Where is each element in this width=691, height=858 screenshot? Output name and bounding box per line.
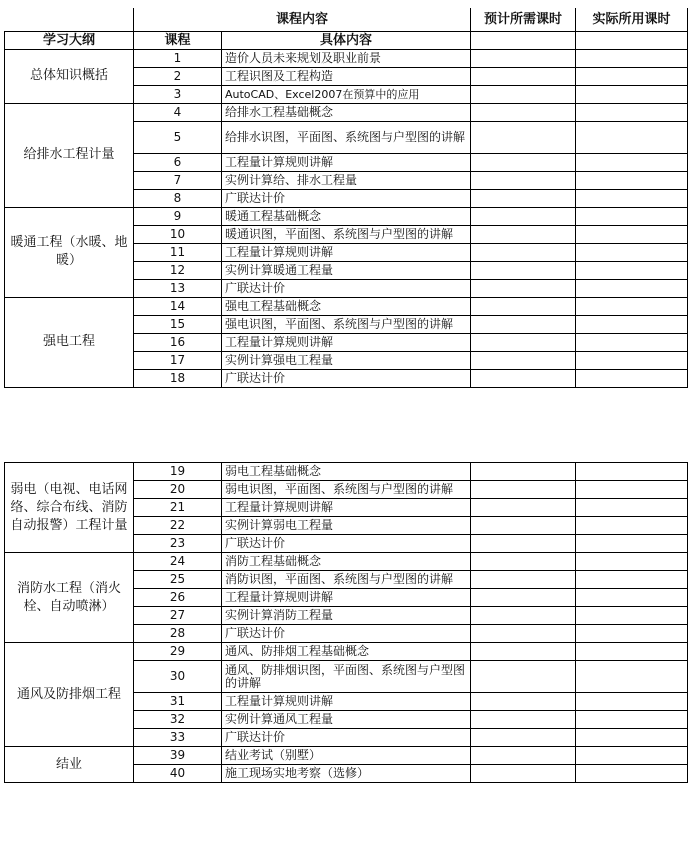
course-number-cell: 22 xyxy=(134,517,222,535)
actual-hours-cell xyxy=(576,279,688,297)
estimated-hours-cell xyxy=(471,243,576,261)
table-row xyxy=(5,297,688,315)
course-number-cell: 33 xyxy=(134,729,222,747)
detail-cell: 工程量计算规则讲解 xyxy=(222,243,471,261)
actual-hours-cell xyxy=(576,103,688,121)
actual-hours-cell xyxy=(576,765,688,783)
actual-hours-cell xyxy=(576,67,688,85)
table-row xyxy=(5,49,688,67)
detail-cell: 实例计算弱电工程量 xyxy=(222,517,471,535)
course-number-cell: 24 xyxy=(134,553,222,571)
estimated-hours-cell xyxy=(471,517,576,535)
estimated-hours-cell xyxy=(471,625,576,643)
course-number-cell: 20 xyxy=(134,481,222,499)
course-number-cell: 8 xyxy=(134,189,222,207)
estimated-hours-cell xyxy=(471,207,576,225)
estimated-hours-cell xyxy=(471,693,576,711)
course-number-cell: 15 xyxy=(134,315,222,333)
estimated-hours-cell xyxy=(471,765,576,783)
estimated-hours-cell xyxy=(471,729,576,747)
blank-corner-cell xyxy=(5,8,134,31)
detail-cell: 给排水工程基础概念 xyxy=(222,103,471,121)
detail-cell: 实例计算给、排水工程量 xyxy=(222,171,471,189)
detail-cell: 暖通工程基础概念 xyxy=(222,207,471,225)
detail-cell: 弱电工程基础概念 xyxy=(222,463,471,481)
outline-cell: 消防水工程（消火栓、自动喷淋） xyxy=(5,553,134,643)
detail-cell: 工程量计算规则讲解 xyxy=(222,153,471,171)
actual-hours-cell xyxy=(576,297,688,315)
actual-hours-cell xyxy=(576,121,688,153)
course-number-cell: 9 xyxy=(134,207,222,225)
estimated-hours-cell xyxy=(471,261,576,279)
detail-cell: 实例计算通风工程量 xyxy=(222,711,471,729)
outline-cell: 暖通工程（水暖、地暖） xyxy=(5,207,134,297)
actual-hours-cell xyxy=(576,693,688,711)
course-number-cell: 32 xyxy=(134,711,222,729)
outline-cell: 通风及防排烟工程 xyxy=(5,643,134,747)
outline-cell: 强电工程 xyxy=(5,297,134,387)
actual-hours-cell xyxy=(576,225,688,243)
course-number-cell: 11 xyxy=(134,243,222,261)
actual-hours-cell xyxy=(576,643,688,661)
detail-cell: 消防识图，平面图、系统图与户型图的讲解 xyxy=(222,571,471,589)
actual-hours-cell xyxy=(576,333,688,351)
detail-cell: 通风、防排烟工程基础概念 xyxy=(222,643,471,661)
estimated-hours-cell xyxy=(471,711,576,729)
detail-cell: 工程量计算规则讲解 xyxy=(222,333,471,351)
actual-hours-cell xyxy=(576,31,688,49)
actual-hours-cell xyxy=(576,351,688,369)
estimated-hours-cell xyxy=(471,171,576,189)
estimated-hours-cell xyxy=(471,121,576,153)
course-number-header: 课程 xyxy=(134,31,222,49)
actual-hours-cell xyxy=(576,189,688,207)
actual-hours-cell xyxy=(576,481,688,499)
estimated-hours-cell xyxy=(471,589,576,607)
course-number-cell: 29 xyxy=(134,643,222,661)
detail-cell: 暖通识图，平面图、系统图与户型图的讲解 xyxy=(222,225,471,243)
course-number-cell: 18 xyxy=(134,369,222,387)
course-number-cell: 23 xyxy=(134,535,222,553)
actual-hours-cell xyxy=(576,463,688,481)
estimated-hours-cell xyxy=(471,643,576,661)
estimated-hours-cell xyxy=(471,49,576,67)
table-row xyxy=(5,643,688,661)
estimated-hours-cell xyxy=(471,31,576,49)
actual-hours-cell xyxy=(576,517,688,535)
detail-cell: 结业考试（别墅） xyxy=(222,747,471,765)
course-number-cell: 16 xyxy=(134,333,222,351)
actual-hours-cell xyxy=(576,171,688,189)
detail-cell: 实例计算消防工程量 xyxy=(222,607,471,625)
course-number-cell: 27 xyxy=(134,607,222,625)
estimated-hours-cell xyxy=(471,747,576,765)
estimated-hours-cell xyxy=(471,103,576,121)
actual-hours-cell xyxy=(576,571,688,589)
course-number-cell: 2 xyxy=(134,67,222,85)
curriculum-table-part-2 xyxy=(4,462,688,783)
actual-hours-cell xyxy=(576,661,688,693)
course-number-cell: 25 xyxy=(134,571,222,589)
detail-cell: 消防工程基础概念 xyxy=(222,553,471,571)
outline-header: 学习大纲 xyxy=(5,31,134,49)
estimated-hours-cell xyxy=(471,535,576,553)
course-number-cell: 3 xyxy=(134,85,222,103)
course-number-cell: 10 xyxy=(134,225,222,243)
actual-hours-cell xyxy=(576,85,688,103)
actual-hours-cell xyxy=(576,153,688,171)
course-number-cell: 6 xyxy=(134,153,222,171)
actual-hours-cell xyxy=(576,243,688,261)
actual-hours-cell xyxy=(576,207,688,225)
course-number-cell: 31 xyxy=(134,693,222,711)
detail-cell: 工程量计算规则讲解 xyxy=(222,589,471,607)
detail-cell: 广联达计价 xyxy=(222,535,471,553)
estimated-hours-header: 预计所需课时 xyxy=(471,8,576,31)
course-number-cell: 30 xyxy=(134,661,222,693)
estimated-hours-cell xyxy=(471,315,576,333)
course-number-cell: 12 xyxy=(134,261,222,279)
actual-hours-cell xyxy=(576,535,688,553)
detail-cell: 实例计算强电工程量 xyxy=(222,351,471,369)
course-number-cell: 39 xyxy=(134,747,222,765)
detail-cell: 实例计算暖通工程量 xyxy=(222,261,471,279)
course-number-cell: 21 xyxy=(134,499,222,517)
table-row xyxy=(5,207,688,225)
estimated-hours-cell xyxy=(471,553,576,571)
curriculum-table-part-1 xyxy=(4,8,688,388)
actual-hours-cell xyxy=(576,607,688,625)
actual-hours-cell xyxy=(576,261,688,279)
course-number-cell: 7 xyxy=(134,171,222,189)
estimated-hours-cell xyxy=(471,85,576,103)
course-number-cell: 14 xyxy=(134,297,222,315)
detail-cell: AutoCAD、Excel2007在预算中的应用 xyxy=(222,85,471,103)
course-number-cell: 40 xyxy=(134,765,222,783)
course-content-header: 课程内容 xyxy=(134,8,471,31)
estimated-hours-cell xyxy=(471,189,576,207)
course-number-cell: 26 xyxy=(134,589,222,607)
actual-hours-cell xyxy=(576,553,688,571)
outline-cell: 给排水工程计量 xyxy=(5,103,134,207)
detail-cell: 广联达计价 xyxy=(222,369,471,387)
course-number-cell: 19 xyxy=(134,463,222,481)
estimated-hours-cell xyxy=(471,481,576,499)
outline-cell: 弱电（电视、电话网络、综合布线、消防自动报警）工程计量 xyxy=(5,463,134,553)
detail-cell: 广联达计价 xyxy=(222,189,471,207)
detail-cell: 广联达计价 xyxy=(222,279,471,297)
detail-cell: 广联达计价 xyxy=(222,729,471,747)
table-row xyxy=(5,553,688,571)
estimated-hours-cell xyxy=(471,279,576,297)
actual-hours-cell xyxy=(576,589,688,607)
estimated-hours-cell xyxy=(471,351,576,369)
outline-cell: 总体知识概括 xyxy=(5,49,134,103)
table-row xyxy=(5,103,688,121)
detail-cell: 强电工程基础概念 xyxy=(222,297,471,315)
course-number-cell: 4 xyxy=(134,103,222,121)
actual-hours-cell xyxy=(576,747,688,765)
estimated-hours-cell xyxy=(471,297,576,315)
detail-cell: 工程识图及工程构造 xyxy=(222,67,471,85)
estimated-hours-cell xyxy=(471,463,576,481)
detail-cell: 工程量计算规则讲解 xyxy=(222,693,471,711)
detail-cell: 广联达计价 xyxy=(222,625,471,643)
estimated-hours-cell xyxy=(471,607,576,625)
detail-cell: 通风、防排烟识图，平面图、系统图与户型图的讲解 xyxy=(222,661,471,693)
estimated-hours-cell xyxy=(471,67,576,85)
detail-cell: 工程量计算规则讲解 xyxy=(222,499,471,517)
estimated-hours-cell xyxy=(471,369,576,387)
actual-hours-cell xyxy=(576,315,688,333)
table-row xyxy=(5,463,688,481)
detail-header: 具体内容 xyxy=(222,31,471,49)
actual-hours-cell xyxy=(576,499,688,517)
course-number-cell: 17 xyxy=(134,351,222,369)
course-number-cell: 13 xyxy=(134,279,222,297)
detail-cell: 弱电识图，平面图、系统图与户型图的讲解 xyxy=(222,481,471,499)
estimated-hours-cell xyxy=(471,571,576,589)
estimated-hours-cell xyxy=(471,661,576,693)
course-number-cell: 28 xyxy=(134,625,222,643)
detail-cell: 施工现场实地考察（选修） xyxy=(222,765,471,783)
detail-cell: 造价人员未来规划及职业前景 xyxy=(222,49,471,67)
actual-hours-cell xyxy=(576,625,688,643)
actual-hours-cell xyxy=(576,711,688,729)
detail-cell: 强电识图，平面图、系统图与户型图的讲解 xyxy=(222,315,471,333)
table-row xyxy=(5,747,688,765)
course-number-cell: 1 xyxy=(134,49,222,67)
actual-hours-cell xyxy=(576,369,688,387)
estimated-hours-cell xyxy=(471,153,576,171)
detail-cell: 给排水识图，平面图、系统图与户型图的讲解 xyxy=(222,121,471,153)
outline-cell: 结业 xyxy=(5,747,134,783)
estimated-hours-cell xyxy=(471,225,576,243)
course-number-cell: 5 xyxy=(134,121,222,153)
estimated-hours-cell xyxy=(471,333,576,351)
estimated-hours-cell xyxy=(471,499,576,517)
actual-hours-cell xyxy=(576,49,688,67)
actual-hours-cell xyxy=(576,729,688,747)
actual-hours-header: 实际所用课时 xyxy=(576,8,688,31)
